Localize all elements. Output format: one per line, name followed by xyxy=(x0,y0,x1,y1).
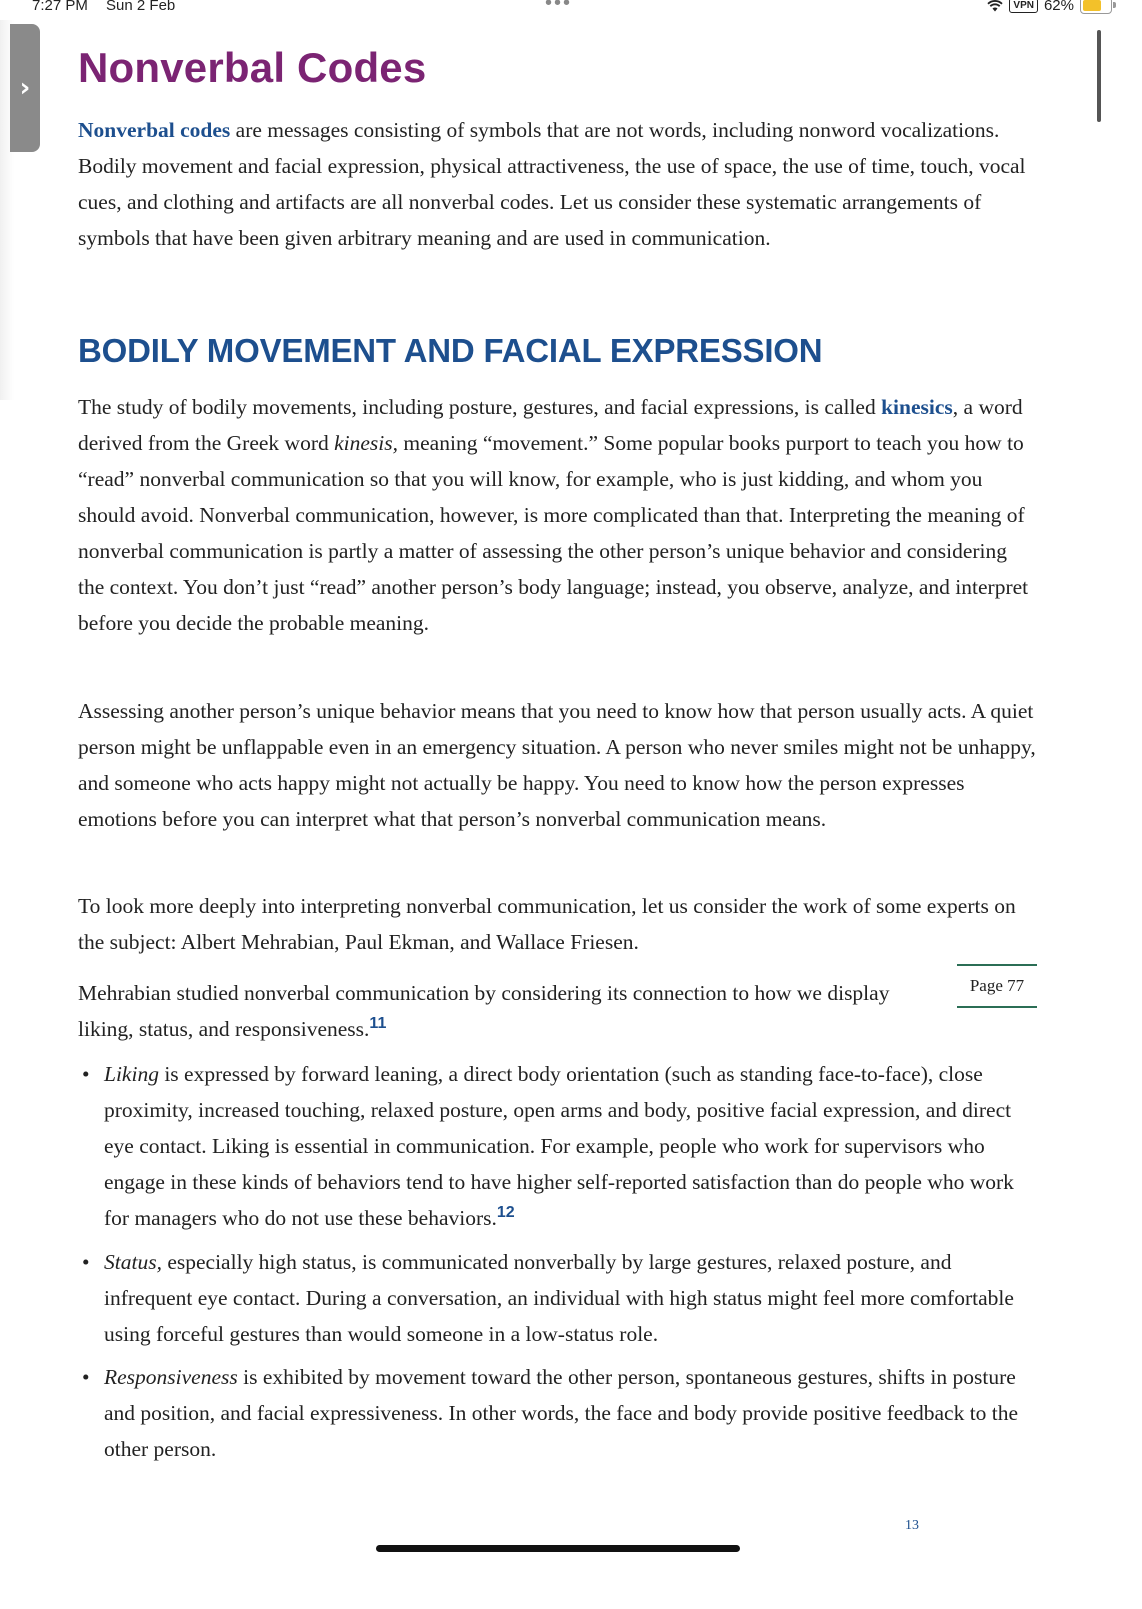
paragraph-mehrabian xyxy=(78,975,948,1047)
bullet-icon: • xyxy=(82,1062,90,1086)
term-kinesics[interactable]: kinesics xyxy=(881,395,953,419)
paragraph-text: The study of bodily movements, including posture, gestures, and facial expressions, is called xyxy=(78,395,882,419)
footnote-ref-11[interactable]: 11 xyxy=(369,1015,387,1032)
wifi-icon xyxy=(987,0,1003,12)
paragraph-text: , a word derived from the Greek word xyxy=(78,395,1023,455)
status-bar xyxy=(0,0,1142,18)
status-left xyxy=(32,0,175,14)
bullet-icon: • xyxy=(82,1250,90,1274)
footnote-ref-12[interactable]: 12 xyxy=(496,1204,515,1221)
paragraph-kinesics xyxy=(78,389,1036,641)
bullet-icon: • xyxy=(82,1365,90,1389)
battery-percent: 62% xyxy=(1043,0,1074,14)
page-marker: Page 77 xyxy=(957,964,1037,1008)
bullet-text: is exhibited by movement toward the other person, spontaneous gestures, shifts in posture and position, and facial expressiveness. In other words, the face and body provide positive feedback to the other person. xyxy=(104,1365,1019,1461)
bullet-text: especially high status, is communicated nonverbally by large gestures, relaxed posture, and infrequent eye contact. During a conversation, an individual with high status might feel more comfortable using forceful gestures than would someone in a low-status role. xyxy=(104,1250,1014,1346)
term-nonverbal-codes[interactable]: Nonverbal codes xyxy=(78,118,231,142)
list-item xyxy=(78,1056,1040,1236)
multitasking-dots-icon[interactable]: ••• xyxy=(545,0,573,14)
list-item xyxy=(78,1244,1040,1352)
paragraph-text: meaning “movement.” Some popular books purport to teach you how to “read” nonverbal communication so that you will know, for example, who is just kidding, and whom you should avoid. Nonverbal communication, however, is more complicated than that. Interpreting the meaning of nonverbal communication is partly a matter of assessing the other person’s unique behavior and considering the context. You don’t just “read” another person’s body language; instead, you observe, analyze, and interpret before you decide the probable meaning. xyxy=(78,431,1029,635)
intro-paragraph xyxy=(78,112,1036,256)
sidebar-toggle-button[interactable] xyxy=(10,24,40,152)
status-time: 7:27 PM xyxy=(32,0,88,14)
status-right xyxy=(987,0,1112,14)
vpn-badge: VPN xyxy=(1009,0,1038,13)
bullet-term: Liking xyxy=(104,1062,159,1086)
chevron-right-icon: › xyxy=(19,73,31,103)
status-date: Sun 2 Feb xyxy=(106,0,176,14)
list-item xyxy=(78,1359,1040,1467)
page-title: Nonverbal Codes xyxy=(78,44,427,91)
section-heading: BODILY MOVEMENT AND FACIAL EXPRESSION xyxy=(78,332,823,369)
scroll-indicator[interactable] xyxy=(1097,30,1101,122)
paragraph-text: Mehrabian studied nonverbal communication by considering its connection to how we display liking, status, and responsiveness. xyxy=(78,981,890,1041)
bullet-term: Responsiveness xyxy=(104,1365,238,1389)
home-indicator[interactable] xyxy=(376,1545,740,1552)
bullet-term: Status, xyxy=(104,1250,162,1274)
bullet-list xyxy=(78,1056,1040,1467)
battery-icon xyxy=(1080,0,1112,14)
paragraph-experts: To look more deeply into interpreting nonverbal communication, let us consider the work of some experts on the subject: Albert Mehrabian, Paul Ekman, and Wallace Friesen. xyxy=(78,894,1016,954)
intro-text: are messages consisting of symbols that are not words, including nonword vocalizations. Bodily movement and facial expression, physical attractiveness, the use of space, the use of time, touch, vocal cues, and clothing and artifacts are all nonverbal codes. Let us consider these systematic arrangements of symbols that have been given arbitrary meaning and are used in communication. xyxy=(78,118,1026,250)
paragraph-unique-behavior: Assessing another person’s unique behavior means that you need to know how that person usually acts. A quiet person might be unflappable even in an emergency situation. A person who never smiles might not be unhappy, and someone who acts happy might not actually be happy. You need to know how the person expresses emotions before you can interpret what that person’s nonverbal communication means. xyxy=(78,699,1036,831)
italic-word: kinesis, xyxy=(334,431,399,455)
bullet-text: is expressed by forward leaning, a direct body orientation (such as standing face-to-face), close proximity, increased touching, relaxed posture, open arms and body, positive facial expression, and direct eye contact. Liking is essential in communication. For example, people who work for supervisors who engage in these kinds of behaviors tend to have higher self-reported satisfaction than do people who work for managers who do not use these behaviors. xyxy=(104,1062,1014,1230)
partial-footnote-mark: 13 xyxy=(905,1518,919,1533)
